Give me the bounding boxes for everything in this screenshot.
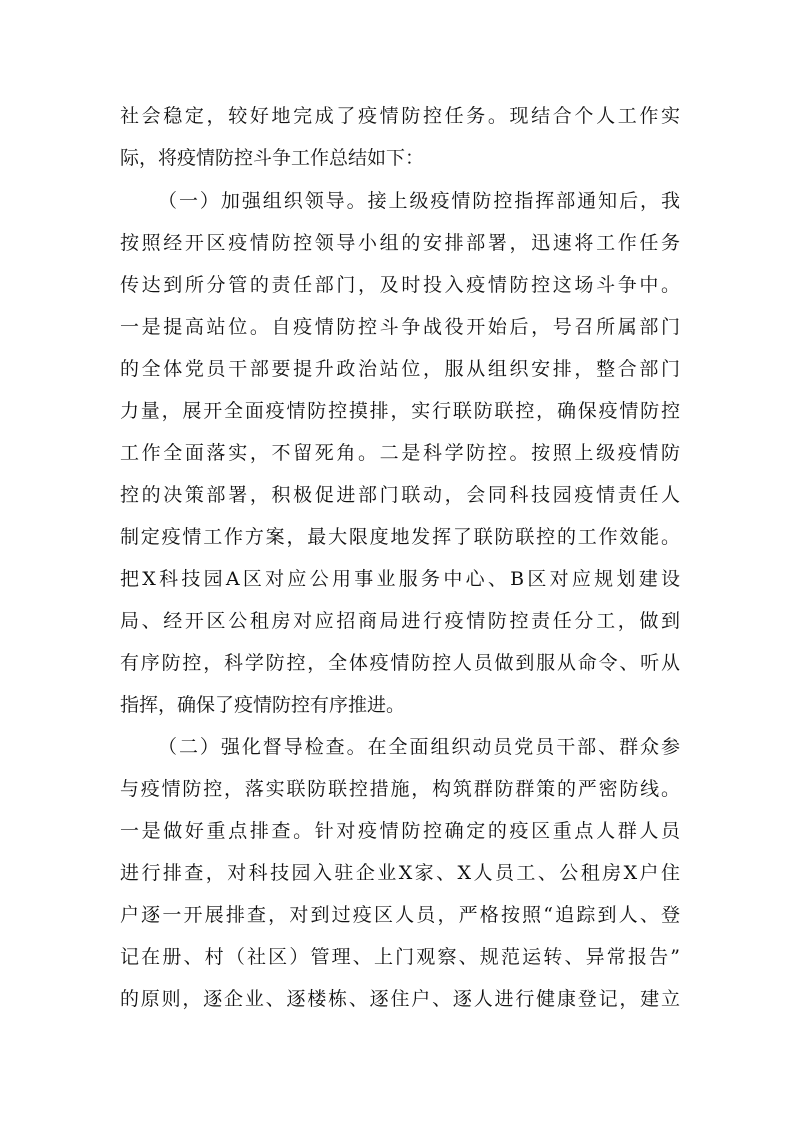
- text-line-9: 工作全面落实，不留死角。二是科学防控。按照上级疫情防: [120, 442, 680, 464]
- text-line-13: 局、经开区公租房对应招商局进行疫情防控责任分工，做到: [120, 610, 680, 632]
- text-line-2: 际，将疫情防控斗争工作总结如下：: [120, 147, 425, 169]
- text-line-5: 传达到所分管的责任部门，及时投入疫情防控这场斗争中。: [120, 274, 680, 296]
- text-line-17: 与疫情防控，落实联防联控措施，构筑群防群策的严密防线。: [120, 778, 680, 800]
- text-line-1: 社会稳定，较好地完成了疫情防控任务。现结合个人工作实: [120, 105, 680, 127]
- section-heading-1-line: （一）加强组织领导。接上级疫情防控指挥部通知后，我: [158, 190, 680, 212]
- text-line-21: 记在册、村（社区）管理、上门观察、规范运转、异常报告”: [120, 946, 680, 968]
- section-heading-2-line: （二）强化督导检查。在全面组织动员党员干部、群众参: [158, 736, 680, 758]
- text-line-4: 按照经开区疫情防控领导小组的安排部署，迅速将工作任务: [120, 232, 680, 254]
- text-line-10: 控的决策部署，积极促进部门联动，会同科技园疫情责任人: [120, 484, 680, 506]
- text-line-18: 一是做好重点排查。针对疫情防控确定的疫区重点人群人员: [120, 820, 680, 842]
- text-line-14: 有序防控，科学防控，全体疫情防控人员做到服从命令、听从: [120, 652, 680, 674]
- text-line-12: 把X科技园A区对应公用事业服务中心、B区对应规划建设: [120, 568, 680, 590]
- text-line-11: 制定疫情工作方案，最大限度地发挥了联防联控的工作效能。: [120, 526, 680, 548]
- text-line-7: 的全体党员干部要提升政治站位，服从组织安排，整合部门: [120, 358, 680, 380]
- text-line-15: 指挥，确保了疫情防控有序推进。: [120, 694, 406, 716]
- text-line-22: 的原则，逐企业、逐楼栋、逐住户、逐人进行健康登记，建立: [120, 988, 680, 1010]
- text-line-8: 力量，展开全面疫情防控摸排，实行联防联控，确保疫情防控: [120, 400, 680, 422]
- text-line-20: 户逐一开展排查，对到过疫区人员，严格按照“追踪到人、登: [120, 904, 680, 926]
- text-line-6: 一是提高站位。自疫情防控斗争战役开始后，号召所属部门: [120, 316, 680, 338]
- text-line-19: 进行排查，对科技园入驻企业X家、X人员工、公租房X户住: [120, 862, 680, 884]
